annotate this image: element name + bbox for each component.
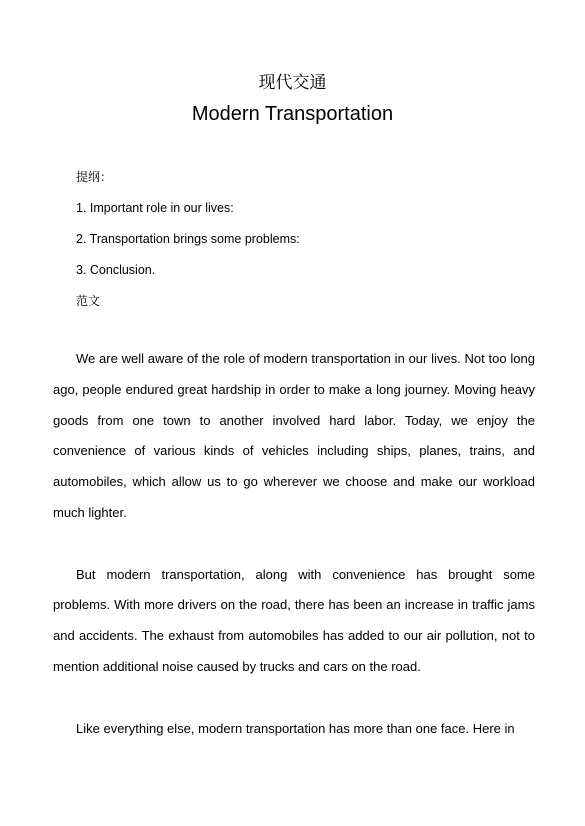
title-chinese: 现代交通: [258, 73, 327, 93]
title-english: Modern Transportation: [191, 103, 394, 125]
outline-heading: 提纲：: [76, 170, 113, 184]
paragraph-2: But modern transportation, along with convenience has brought some problems. With more drivers on the road, there has been an increase in traffic jams and accidents. The exhaust from automobiles has added to our air pollution, not to mention additional noise caused by trucks and cars on the road.: [53, 566, 535, 674]
outline-item-3: 3. Conclusion.: [76, 263, 156, 277]
outline-section: [76, 162, 536, 317]
paragraph-3: Like everything else, modern transportation has more than one face. Here in: [76, 720, 515, 736]
outline-item-2: 2. Transportation brings some problems:: [76, 232, 300, 246]
essay-body: [53, 344, 535, 775]
sample-essay-label: 范文: [76, 294, 101, 308]
paragraph-1: We are well aware of the role of modern transportation in our lives. Not too long ago, people endured great hardship in order to make a long journey. Moving heavy goods from one town to another involved hard labor. Today, we enjoy the convenience of various kinds of vehicles including ships, planes, trains, and automobiles, which allow us to go wherever we choose and make our workload much lighter.: [53, 351, 535, 520]
outline-item-1: 1. Important role in our lives:: [76, 201, 234, 215]
